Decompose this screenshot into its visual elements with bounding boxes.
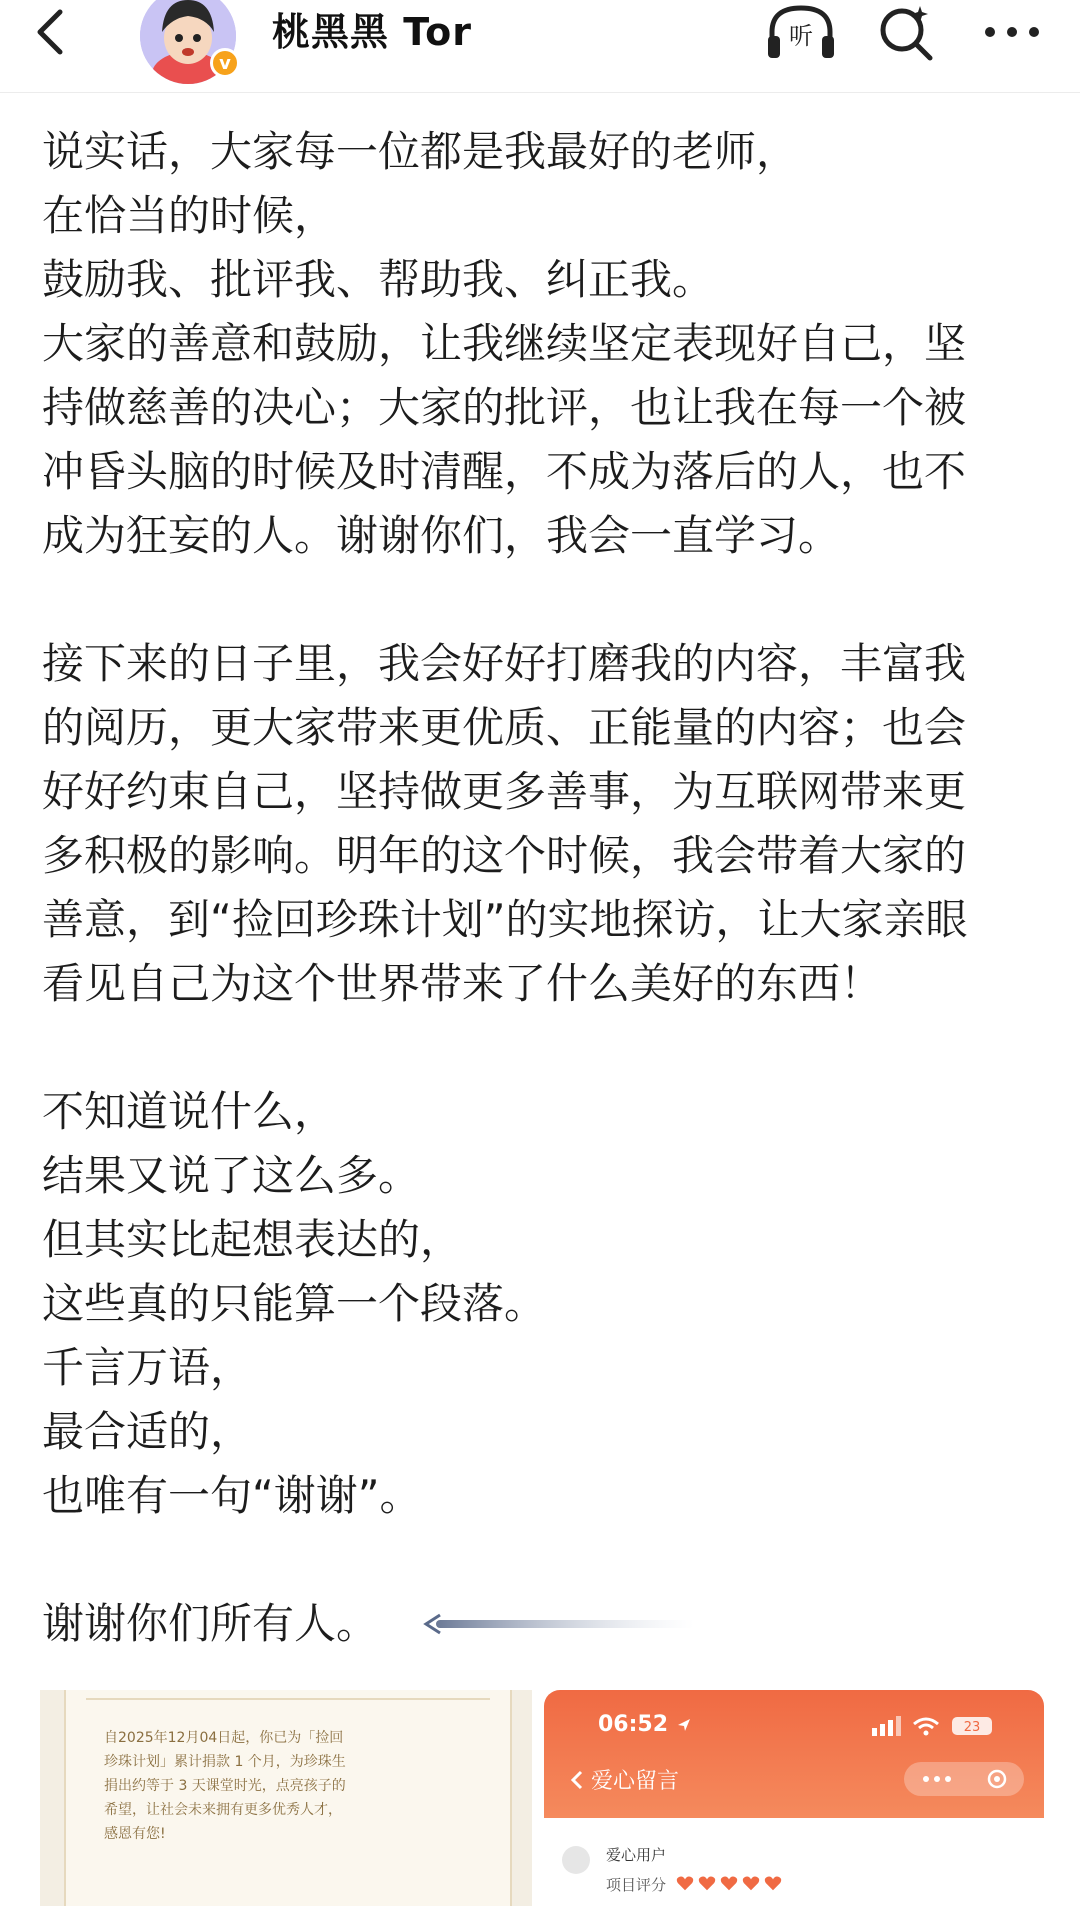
rating-hearts [676, 1874, 782, 1892]
paragraph-1 [42, 120, 1052, 568]
text-line: 这些真的只能算一个段落。 [42, 1279, 547, 1328]
target-icon [987, 1769, 1007, 1789]
verified-badge: v [210, 48, 240, 78]
text-line: 最合适的， [42, 1407, 253, 1456]
text-line: 大家的善意和鼓励，让我继续坚定表现好自己，坚 [42, 319, 967, 368]
paragraph-3 [42, 1080, 1052, 1528]
heart-icon [720, 1874, 738, 1892]
text-line: 多积极的影响。明年的这个时候，我会带着大家的 [42, 831, 967, 880]
avatar[interactable] [140, 0, 242, 84]
location-arrow-icon [676, 1717, 692, 1733]
text-line: 鼓励我、批评我、帮助我、纠正我。 [42, 255, 715, 304]
text-line: 持做慈善的决心；大家的批评，也让我在每一个被 [42, 383, 967, 432]
text-line: 冲昏头脑的时候及时清醒，不成为落后的人，也不 [42, 447, 967, 496]
heart-icon [698, 1874, 716, 1892]
phone-body [544, 1818, 1044, 1906]
text-line: 千言万语， [42, 1343, 253, 1392]
decorative-arrow-icon [422, 1611, 694, 1637]
heart-icon [676, 1874, 694, 1892]
image-certificate[interactable] [40, 1690, 532, 1906]
chevron-left-icon [32, 8, 72, 56]
text-line: 但其实比起想表达的， [42, 1215, 463, 1264]
search-sparkle-icon [876, 2, 936, 62]
text-line: 结果又说了这么多。 [42, 1151, 421, 1200]
post-content [42, 120, 1052, 1656]
text-line: 接下来的日子里，我会好好打磨我的内容，丰富我 [42, 639, 967, 688]
attached-images [40, 1690, 1044, 1906]
certificate-card [64, 1690, 512, 1906]
paragraph-2 [42, 632, 1052, 1016]
certificate-text: 自2025年12月04日起，你已为「捡回珍珠计划」累计捐款 1 个月，为珍珠生捐出约等于 3 天课堂时光，点亮孩子的希望，让社会未来拥有更多优秀人才，感恩有您! [104, 1730, 346, 1842]
listen-button[interactable] [762, 0, 840, 64]
user-avatar [562, 1846, 590, 1874]
chevron-left-icon [570, 1770, 584, 1790]
text-line: 也唯有一句“谢谢”。 [42, 1471, 422, 1520]
more-dots-icon [982, 22, 1042, 42]
text-line: 的阅历，更大家带来更优质、正能量的内容；也会 [42, 703, 967, 752]
username[interactable]: 桃黑黑 Tor [272, 10, 472, 54]
text-line: 好好约束自己，坚持做更多善事，为互联网带来更 [42, 767, 967, 816]
phone-time: 06:52 [598, 1712, 692, 1737]
heart-icon [764, 1874, 782, 1892]
top-bar [0, 0, 1080, 93]
heart-icon [742, 1874, 760, 1892]
search-button[interactable] [874, 0, 938, 64]
closing-text: 谢谢你们所有人。 [42, 1599, 379, 1648]
text-line: 在恰当的时候， [42, 191, 337, 240]
text-line: 善意，到“捡回珍珠计划”的实地探访，让大家亲眼 [42, 895, 968, 944]
rating-label: 项目评分 [606, 1876, 667, 1894]
more-dots-icon [922, 1775, 952, 1783]
phone-back-title: 爱心留言 [570, 1764, 679, 1795]
closing-line [42, 1592, 1052, 1656]
text-line: 看见自己为这个世界带来了什么美好的东西！ [42, 959, 883, 1008]
text-line: 成为狂妄的人。谢谢你们，我会一直学习。 [42, 511, 841, 560]
svg-text:听: 听 [789, 22, 813, 50]
phone-capsule [904, 1762, 1024, 1796]
status-icons [870, 1712, 1000, 1738]
phone-user-name: 爱心用户 [606, 1846, 667, 1864]
text-line: 说实话，大家每一位都是我最好的老师， [42, 127, 799, 176]
back-button[interactable] [28, 8, 76, 56]
more-button[interactable] [980, 0, 1044, 64]
image-phone-screenshot[interactable] [544, 1690, 1044, 1906]
svg-text:23: 23 [963, 1720, 981, 1735]
phone-header [544, 1690, 1044, 1818]
headphones-listen-icon [764, 2, 838, 62]
text-line: 不知道说什么， [42, 1087, 337, 1136]
